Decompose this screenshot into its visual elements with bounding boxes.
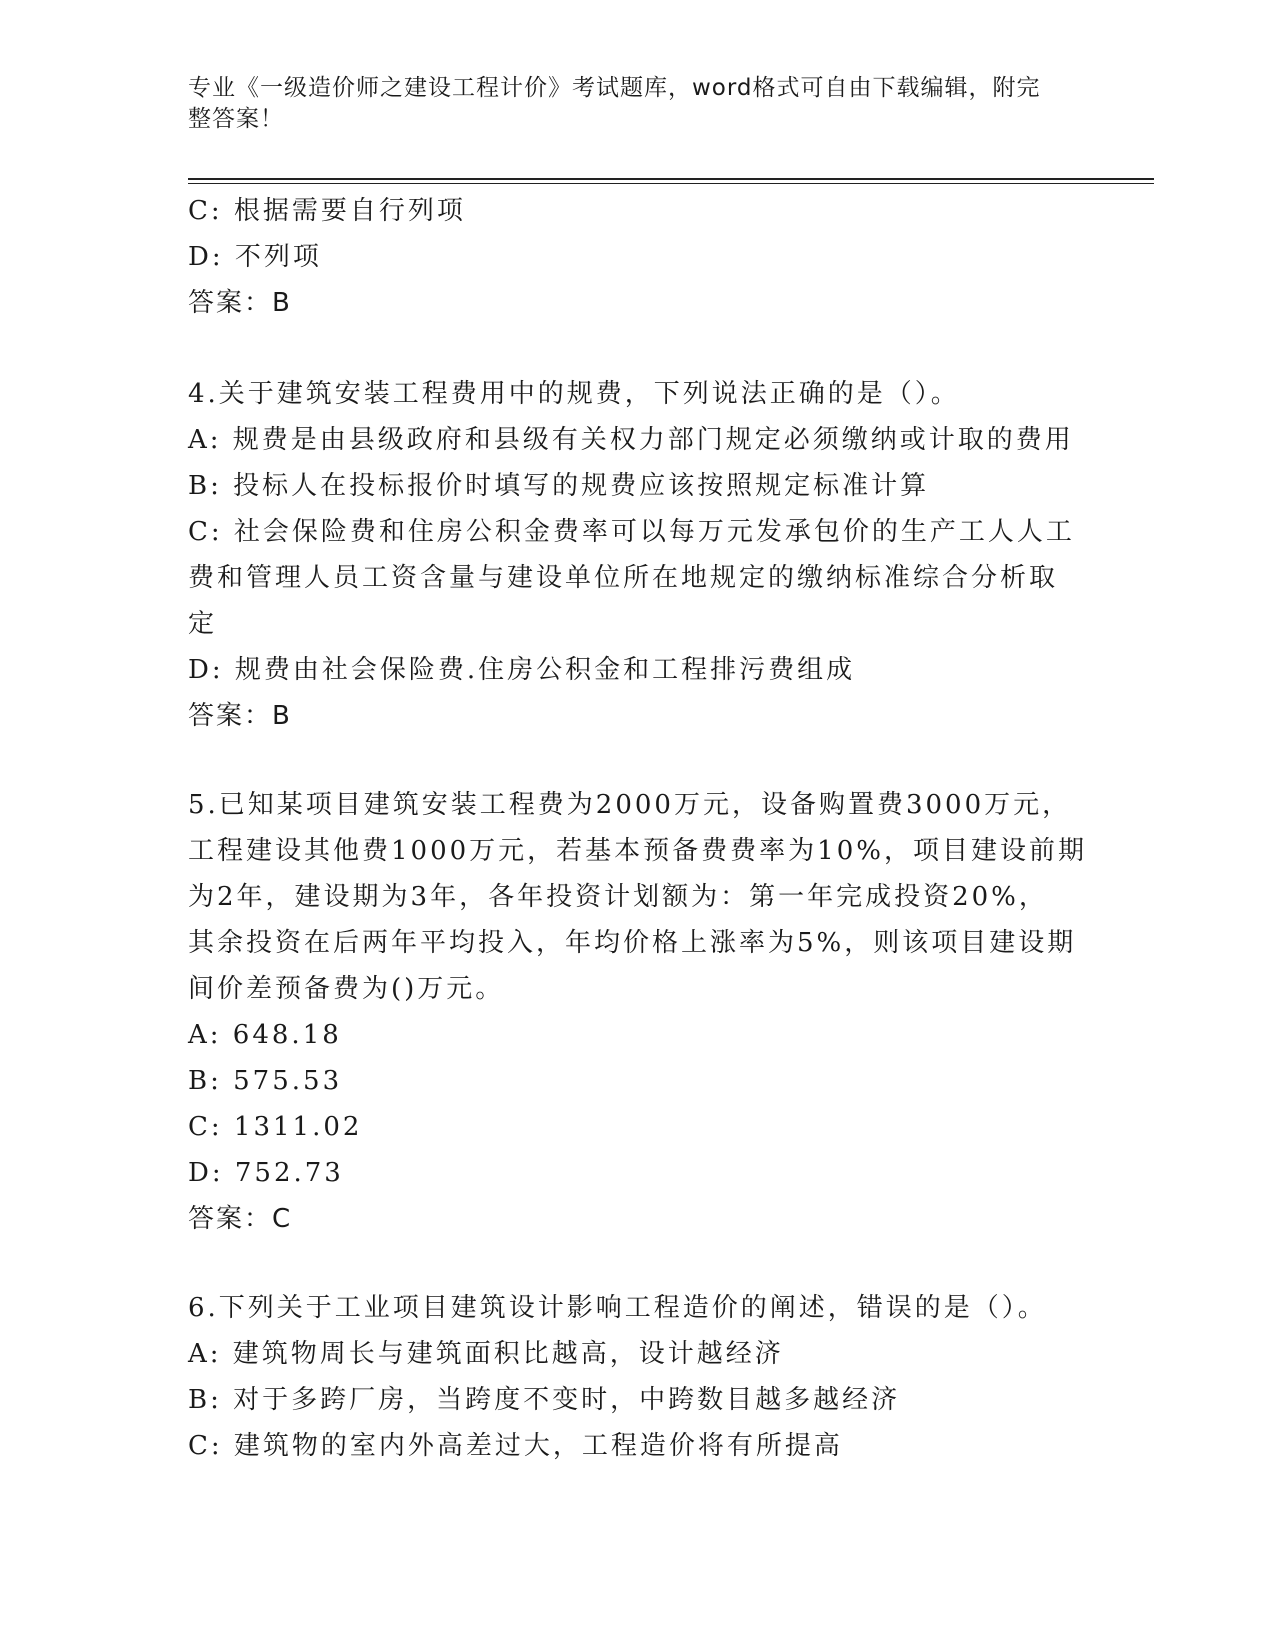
q5-option-a: A: 648.18 (188, 1020, 342, 1050)
page-header (188, 73, 1068, 135)
q4-option-d: D: 规费由社会保险费.住房公积金和工程排污费组成 (188, 655, 856, 685)
q3-answer: 答案：B (188, 288, 292, 318)
q4-option-c-line-1: C: 社会保险费和住房公积金费率可以每万元发承包价的生产工人人工 (188, 517, 1075, 547)
q4-option-c-line-2: 费和管理人员工资含量与建设单位所在地规定的缴纳标准综合分析取 (188, 563, 1059, 593)
q6-stem: 6.下列关于工业项目建筑设计影响工程造价的阐述，错误的是（）。 (188, 1293, 1047, 1323)
q6-option-c: C: 建筑物的室内外高差过大，工程造价将有所提高 (188, 1431, 843, 1461)
q3-option-d: D: 不列项 (188, 242, 322, 272)
q5-stem-line-3: 为2年，建设期为3年，各年投资计划额为：第一年完成投资20%， (188, 882, 1048, 912)
spacer (188, 1242, 1088, 1285)
q4-stem: 4.关于建筑安装工程费用中的规费，下列说法正确的是（）。 (188, 379, 960, 409)
q6-option-b: B: 对于多跨厂房，当跨度不变时，中跨数目越多越经济 (188, 1385, 901, 1415)
header-rule-thin (188, 183, 1154, 184)
spacer (188, 739, 1088, 782)
q4-option-a: A: 规费是由县级政府和县级有关权力部门规定必须缴纳或计取的费用 (188, 425, 1074, 455)
header-rule-thick (188, 178, 1154, 180)
q5-stem-line-5: 间价差预备费为()万元。 (188, 974, 505, 1004)
header-line-1: 专业《一级造价师之建设工程计价》考试题库，word格式可自由下载编辑，附完 (188, 75, 1041, 101)
header-line-2: 整答案！ (188, 106, 284, 132)
q5-option-d: D: 752.73 (188, 1158, 344, 1188)
q4-answer: 答案：B (188, 701, 292, 731)
spacer (188, 326, 1088, 371)
q5-answer: 答案：C (188, 1204, 293, 1234)
question-content (188, 188, 1088, 1469)
q5-stem-line-1: 5.已知某项目建筑安装工程费为2000万元，设备购置费3000万元， (188, 790, 1072, 820)
q5-stem-line-2: 工程建设其他费1000万元，若基本预备费费率为10%，项目建设前期 (188, 836, 1087, 866)
q5-stem-line-4: 其余投资在后两年平均投入，年均价格上涨率为5%，则该项目建设期 (188, 928, 1077, 958)
q4-option-b: B: 投标人在投标报价时填写的规费应该按照规定标准计算 (188, 471, 930, 501)
q4-option-c-line-3: 定 (188, 609, 218, 639)
q5-option-b: B: 575.53 (188, 1066, 343, 1096)
q3-option-c: C: 根据需要自行列项 (188, 196, 466, 226)
q5-option-c: C: 1311.02 (188, 1112, 363, 1142)
q6-option-a: A: 建筑物周长与建筑面积比越高，设计越经济 (188, 1339, 784, 1369)
